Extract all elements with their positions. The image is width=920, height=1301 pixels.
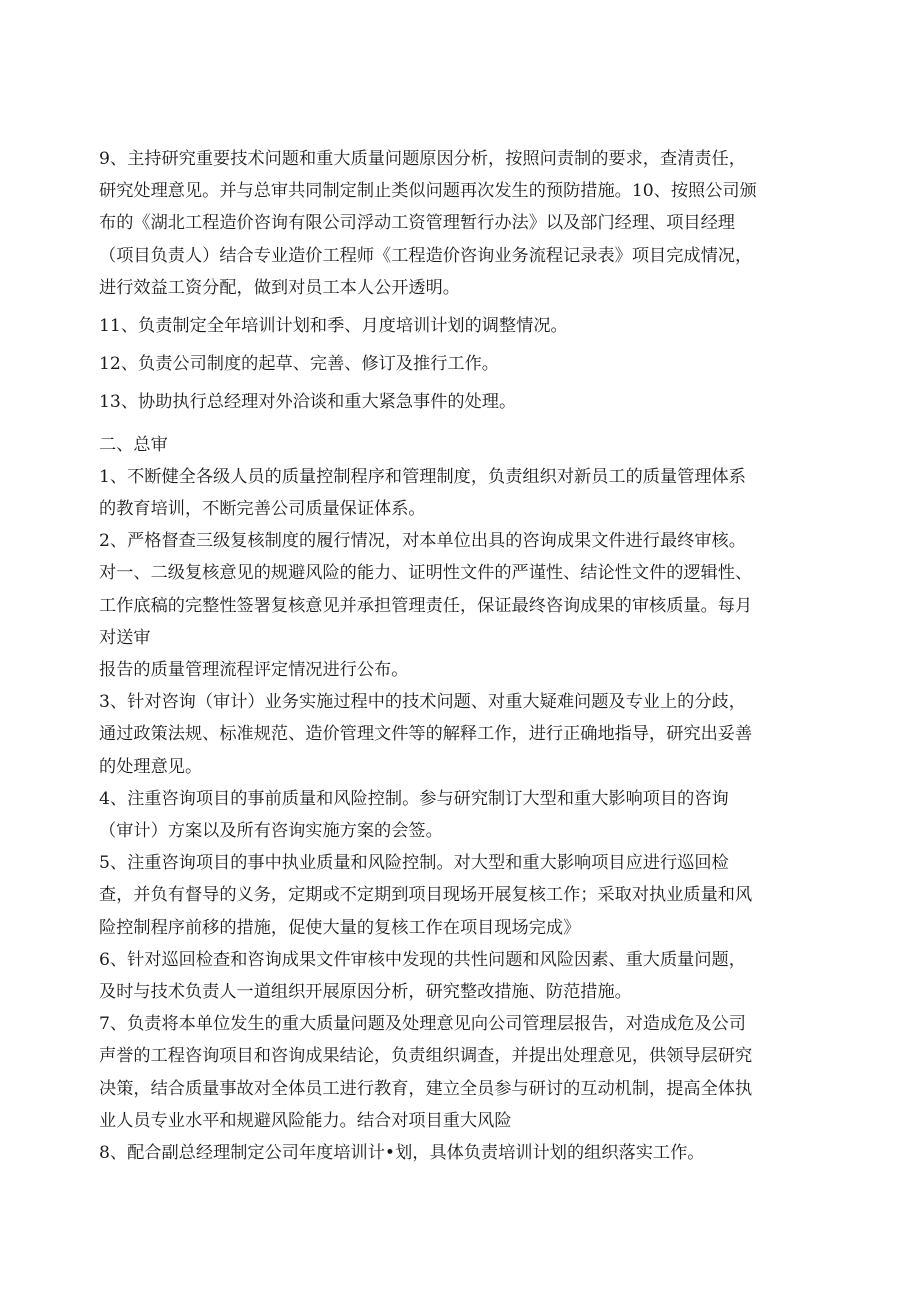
text-line: 的处理意见。 <box>99 756 203 777</box>
paragraph-item-s4 <box>99 783 814 847</box>
text-line: 对送审 <box>99 627 151 648</box>
paragraph-item-s3 <box>99 686 814 783</box>
paragraph-item-s2 <box>99 525 814 686</box>
text-line: 报告的质量管理流程评定情况进行公布。 <box>99 660 409 681</box>
text-line: 9、主持研究重要技术问题和重大质量问题原因分析，按照问责制的要求，查清责任， <box>99 149 746 169</box>
text-line: 1、不断健全各级人员的质量控制程序和管理制度，负责组织对新员工的质量管理体系 <box>99 466 746 487</box>
text-line: 研究处理意见。并与总审共同制定制止类似问题再次发生的预防措施。10、按照公司颁 <box>99 181 757 202</box>
text-line: 声誉的工程咨询项目和咨询成果结论，负责组织调查，并提出处理意见，供领导层研究 <box>99 1046 753 1067</box>
text-line: 对一、二级复核意见的规避风险的能力、证明性文件的严谨性、结论性文件的逻辑性、 <box>99 563 753 584</box>
text-line: 业人员专业水平和规避风险能力。结合对项目重大风险 <box>99 1110 512 1131</box>
text-line: 险控制程序前移的措施，促使大量的复核工作在项目现场完成》 <box>99 917 581 938</box>
text-line: 及时与技术负责人一道组织开展原因分析，研究整改措施、防范措施。 <box>99 982 632 1003</box>
document-page <box>99 143 814 1169</box>
text-line: 5、注重咨询项目的事中执业质量和风险控制。对大型和重大影响项目应进行巡回检 <box>99 853 729 874</box>
paragraph-item-9 <box>99 143 814 304</box>
text-line: 8、配合副总经理制定公司年度培训计•划，具体负责培训计划的组织落实工作。 <box>99 1143 705 1164</box>
paragraph-item-13 <box>99 386 814 418</box>
paragraph-item-s6 <box>99 944 814 1008</box>
text-line: 的教育培训，不断完善公司质量保证体系。 <box>99 499 426 520</box>
text-line: 6、针对巡回检查和咨询成果文件审核中发现的共性问题和风险因素、重大质量问题， <box>99 949 746 970</box>
text-line: （项目负责人）结合专业造价工程师《工程造价咨询业务流程记录表》项目完成情况， <box>99 245 753 266</box>
text-line: 7、负责将本单位发生的重大质量问题及处理意见向公司管理层报告，对造成危及公司 <box>99 1014 746 1035</box>
text-line: 2、严格督查三级复核制度的履行情况，对本单位出具的咨询成果文件进行最终审核。 <box>99 531 746 552</box>
text-line: 工作底稿的完整性签署复核意见并承担管理责任，保证最终咨询成果的审核质量。每月 <box>99 595 753 616</box>
text-line: 11、负责制定全年培训计划和季、月度培训计划的调整情况。 <box>99 316 568 337</box>
text-line: 二、总审 <box>99 434 168 455</box>
paragraph-item-12 <box>99 348 814 380</box>
text-line: 4、注重咨询项目的事前质量和风险控制。参与研究制订大型和重大影响项目的咨询 <box>99 788 729 809</box>
paragraph-item-s1 <box>99 461 814 525</box>
text-line: 13、协助执行总经理对外洽谈和重大紧急事件的处理。 <box>99 392 517 413</box>
text-line: 进行效益工资分配，做到对员工本人公开透明。 <box>99 277 460 298</box>
text-line: 12、负责公司制度的起草、完善、修订及推行工作。 <box>99 354 499 375</box>
text-line: 决策，结合质量事故对全体员工进行教育，建立全员参与研讨的互动机制，提高全体执 <box>99 1078 753 1099</box>
text-line: （审计）方案以及所有咨询实施方案的会签。 <box>99 821 443 842</box>
paragraph-item-11 <box>99 310 814 342</box>
text-line: 通过政策法规、标准规范、造价管理文件等的解释工作，进行正确地指导，研究出妥善 <box>99 724 753 745</box>
text-line: 3、针对咨询（审计）业务实施过程中的技术问题、对重大疑难问题及专业上的分歧， <box>99 692 746 713</box>
paragraph-item-s8 <box>99 1137 814 1169</box>
paragraph-item-s7 <box>99 1008 814 1137</box>
text-line: 查，并负有督导的义务，定期或不定期到项目现场开展复核工作；采取对执业质量和风 <box>99 885 753 906</box>
section-heading <box>99 429 814 461</box>
text-line: 布的《湖北工程造价咨询有限公司浮动工资管理暂行办法》以及部门经理、项目经理 <box>99 213 735 234</box>
paragraph-item-s5 <box>99 847 814 944</box>
